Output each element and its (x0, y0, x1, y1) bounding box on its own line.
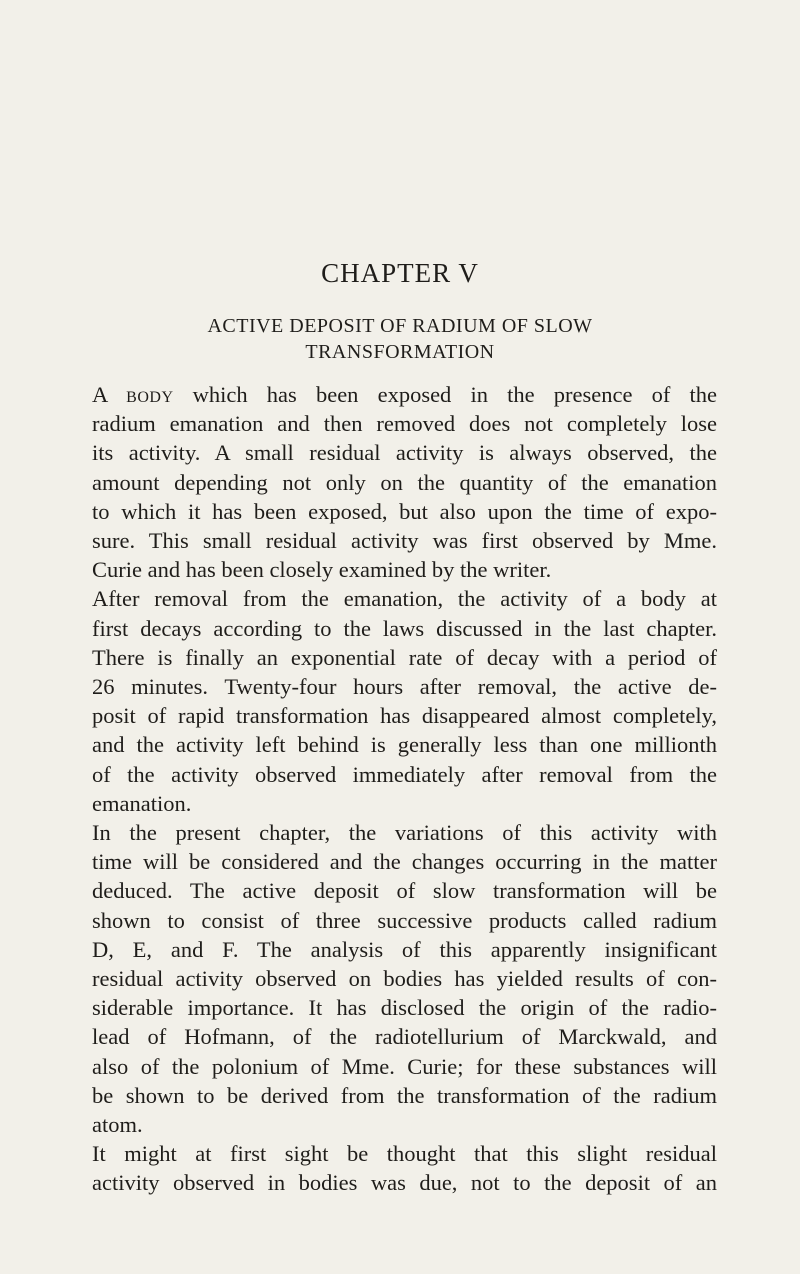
text-line: siderable importance. It has disclosed the origin of the radio- (92, 995, 717, 1021)
text-line: to which it has been exposed, but also upon the time of expo- (92, 498, 717, 524)
chapter-title-line-2: TRANSFORMATION (305, 341, 495, 363)
text-line: D, E, and F. The analysis of this apparently insignificant (92, 936, 717, 962)
paragraph-4 (92, 1139, 717, 1197)
text-line: amount depending not only on the quantity of the emanation (92, 469, 717, 495)
chapter-title-line-1: ACTIVE DEPOSIT OF RADIUM OF SLOW (207, 315, 593, 337)
text-line: be shown to be derived from the transformation of the radium (92, 1082, 717, 1108)
text-line: deduced. The active deposit of slow transformation will be (92, 878, 717, 904)
text-line: 26 minutes. Twenty-four hours after removal, the active de- (92, 674, 717, 700)
text-line: Curie and has been closely examined by the writer. (92, 557, 552, 583)
paragraph-2 (92, 584, 717, 818)
body-text (92, 380, 717, 1198)
text-line: shown to consist of three successive products called radium (92, 907, 717, 933)
text-line: also of the polonium of Mme. Curie; for these substances will (92, 1053, 717, 1079)
text-line: There is finally an exponential rate of decay with a period of (92, 644, 717, 670)
text-line: In the present chapter, the variations of this activity with (92, 820, 717, 846)
text-line: its activity. A small residual activity is always observed, the (92, 440, 717, 466)
text-line: and the activity left behind is generally less than one millionth (92, 732, 717, 758)
chapter-heading: CHAPTER V (321, 258, 479, 288)
text-line: activity observed in bodies was due, not to the deposit of an (92, 1170, 717, 1196)
first-line-rest: which has been exposed in the presence of the (173, 382, 717, 407)
text-line: first decays according to the laws discussed in the last chapter. (92, 615, 717, 641)
lead-letter: A (92, 382, 108, 407)
paragraph-1 (92, 380, 717, 584)
text-line: sure. This small residual activity was first observed by Mme. (92, 528, 717, 554)
paragraph-3 (92, 818, 717, 1139)
paragraph-1-line-1 (92, 380, 717, 409)
text-line: emanation. (92, 790, 192, 816)
text-line: atom. (92, 1112, 143, 1138)
text-line: residual activity observed on bodies has yielded results of con- (92, 966, 717, 992)
text-line: of the activity observed immediately after removal from the (92, 761, 717, 787)
text-line: After removal from the emanation, the activity of a body at (92, 586, 717, 612)
text-line: posit of rapid transformation has disappeared almost completely, (92, 703, 717, 729)
chapter-title (0, 313, 800, 365)
text-line: radium emanation and then removed does not completely lose (92, 411, 717, 437)
lead-smallcaps-word: body (126, 382, 174, 407)
text-line: lead of Hofmann, of the radiotellurium of Marckwald, and (92, 1024, 717, 1050)
text-line: time will be considered and the changes occurring in the matter (92, 849, 717, 875)
text-line: It might at first sight be thought that this slight residual (92, 1141, 717, 1167)
